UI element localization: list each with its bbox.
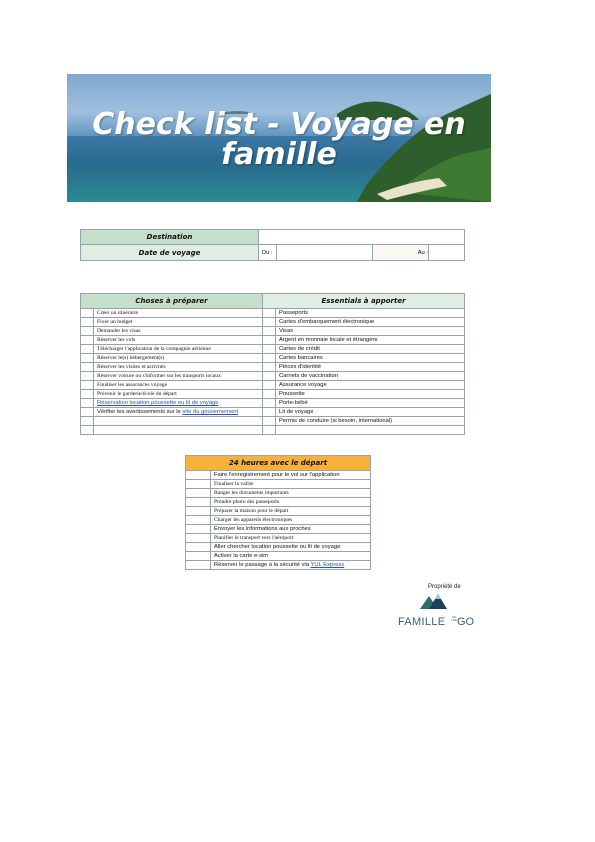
famille-on-the-go-logo <box>398 592 475 632</box>
government-site-link[interactable]: site du gouvernement <box>182 409 239 415</box>
h24-row <box>186 498 371 507</box>
logo-word: FAMILLE <box>398 616 446 628</box>
essential-item: Passeports <box>276 309 465 318</box>
essential-item: Porte-bébé <box>276 399 465 408</box>
h24-item: Ranger les documents importants <box>211 489 371 498</box>
checkbox[interactable] <box>81 417 94 426</box>
essential-item: Poussette <box>276 390 465 399</box>
checkbox[interactable] <box>186 507 211 516</box>
checkbox[interactable] <box>263 336 276 345</box>
mountain-icon <box>416 592 456 614</box>
h24-item-text: Réserver le passage à la sécurité via <box>214 562 311 568</box>
checkbox[interactable] <box>186 534 211 543</box>
checklist-row <box>81 309 465 318</box>
h24-row <box>186 525 371 534</box>
checkbox[interactable] <box>81 336 94 345</box>
h24-checklist-table <box>185 455 371 570</box>
h24-row <box>186 561 371 570</box>
h24-row <box>186 516 371 525</box>
logo-tiny: ON THE <box>451 615 457 623</box>
checkbox[interactable] <box>186 552 211 561</box>
essential-item: Cartes d'embarquement électronique <box>276 318 465 327</box>
checkbox[interactable] <box>186 480 211 489</box>
checklist-row <box>81 327 465 336</box>
checkbox[interactable] <box>81 390 94 399</box>
logo-go: GO <box>457 616 475 628</box>
h24-row <box>186 552 371 561</box>
checklist-row <box>81 318 465 327</box>
h24-item: Activer la carte e-sim <box>211 552 371 561</box>
prepare-header: Choses à préparer <box>81 294 263 309</box>
essential-item: Lit de voyage <box>276 408 465 417</box>
checkbox[interactable] <box>263 417 276 426</box>
travel-dates-label: Date de voyage <box>81 245 259 261</box>
essential-item: Visas <box>276 327 465 336</box>
h24-item: Charger les appareils électroniques <box>211 516 371 525</box>
checkbox[interactable] <box>186 471 211 480</box>
checkbox[interactable] <box>186 525 211 534</box>
prepare-item-text: Vérifier les avertissements sur le <box>97 409 183 415</box>
essential-item: Assurance voyage <box>276 381 465 390</box>
prepare-item: Réserver le(s) hébergement(s) <box>94 354 263 363</box>
checkbox[interactable] <box>81 426 94 435</box>
yul-express-link[interactable]: YUL Express <box>310 562 345 568</box>
prepare-item <box>94 417 263 426</box>
checklist-row <box>81 417 465 426</box>
checkbox[interactable] <box>186 489 211 498</box>
checkbox[interactable] <box>263 363 276 372</box>
checkbox[interactable] <box>81 309 94 318</box>
start-date-field[interactable] <box>277 245 373 261</box>
checklist-row <box>81 372 465 381</box>
prepare-item: Réserver voiture ou s'informer sur les transports locaux <box>94 372 263 381</box>
checkbox[interactable] <box>263 372 276 381</box>
checklist-row <box>81 354 465 363</box>
prepare-item <box>94 426 263 435</box>
checklist-row <box>81 381 465 390</box>
essential-item: Argent en monnaie locale et étrangère <box>276 336 465 345</box>
checkbox[interactable] <box>186 498 211 507</box>
checkbox[interactable] <box>186 543 211 552</box>
checkbox[interactable] <box>263 399 276 408</box>
prepare-item: Fixer un budget <box>94 318 263 327</box>
h24-item: Prendre photo des passeports <box>211 498 371 507</box>
checkbox[interactable] <box>81 408 94 417</box>
prepare-item: Créer un itinéraire <box>94 309 263 318</box>
destination-field[interactable] <box>259 230 465 245</box>
h24-row <box>186 480 371 489</box>
checkbox[interactable] <box>263 354 276 363</box>
checkbox[interactable] <box>81 381 94 390</box>
prepare-item: Demander les visas <box>94 327 263 336</box>
checklist-row <box>81 399 465 408</box>
essential-item: Pièces d'identité <box>276 363 465 372</box>
h24-item: Préparer la maison pour le départ <box>211 507 371 516</box>
h24-item: Finaliser la valise <box>211 480 371 489</box>
checkbox[interactable] <box>81 327 94 336</box>
h24-row <box>186 471 371 480</box>
h24-row <box>186 507 371 516</box>
property-label: Propriété de <box>428 584 461 590</box>
checkbox[interactable] <box>263 390 276 399</box>
checklist-row <box>81 426 465 435</box>
checkbox[interactable] <box>186 561 211 570</box>
checklist-row <box>81 390 465 399</box>
checkbox[interactable] <box>263 408 276 417</box>
checklist-row <box>81 408 465 417</box>
destination-label: Destination <box>81 230 259 245</box>
essential-item: Cartes bancaires <box>276 354 465 363</box>
checkbox[interactable] <box>263 345 276 354</box>
checklist-row <box>81 345 465 354</box>
checkbox[interactable] <box>81 318 94 327</box>
prepare-item: Prévenir le garderie/école du départ <box>94 390 263 399</box>
checkbox[interactable] <box>263 327 276 336</box>
prepare-item: Réserver les visites et activités <box>94 363 263 372</box>
checkbox[interactable] <box>81 399 94 408</box>
checkbox[interactable] <box>186 516 211 525</box>
h24-item: Faire l'enregistrement pour le vol sur l'application <box>211 471 371 480</box>
checkbox[interactable] <box>263 318 276 327</box>
prepare-item: Réserver les vols <box>94 336 263 345</box>
essentials-header: Essentials à apporter <box>263 294 465 309</box>
prepare-item <box>94 399 263 408</box>
prepare-item: Télécharger l'application de la compagnie aérienne <box>94 345 263 354</box>
h24-header: 24 heures avec le départ <box>186 456 371 471</box>
checkbox[interactable] <box>263 426 276 435</box>
checkbox[interactable] <box>81 363 94 372</box>
checkbox[interactable] <box>263 309 276 318</box>
h24-item: Planifier le transport vers l'aéroport <box>211 534 371 543</box>
essential-item: Cartes de crédit <box>276 345 465 354</box>
stroller-rental-link[interactable]: Réservation location poussette ou lit de voyage <box>97 400 219 406</box>
banner-title: Check list - Voyage en famille <box>92 107 466 172</box>
checkbox[interactable] <box>263 381 276 390</box>
checklist-table <box>80 293 465 435</box>
essential-item: Permis de conduire (si besoin, international) <box>276 417 465 426</box>
checkbox[interactable] <box>81 372 94 381</box>
du-label: Du : <box>259 245 277 261</box>
trip-info-table <box>80 229 465 261</box>
h24-item: Aller chercher location poussette ou lit de voyage <box>211 543 371 552</box>
end-date-field[interactable] <box>429 245 465 261</box>
essential-item <box>276 426 465 435</box>
prepare-item: Finaliser les assurances voyage <box>94 381 263 390</box>
essential-item: Carnets de vaccination <box>276 372 465 381</box>
h24-row <box>186 534 371 543</box>
h24-item <box>211 561 371 570</box>
prepare-item <box>94 408 263 417</box>
h24-row <box>186 489 371 498</box>
au-label: Au : <box>373 245 429 261</box>
h24-item: Envoyer les informations aux proches <box>211 525 371 534</box>
header-banner <box>67 74 491 202</box>
checkbox[interactable] <box>81 345 94 354</box>
checkbox[interactable] <box>81 354 94 363</box>
checklist-row <box>81 363 465 372</box>
checklist-row <box>81 336 465 345</box>
h24-row <box>186 543 371 552</box>
